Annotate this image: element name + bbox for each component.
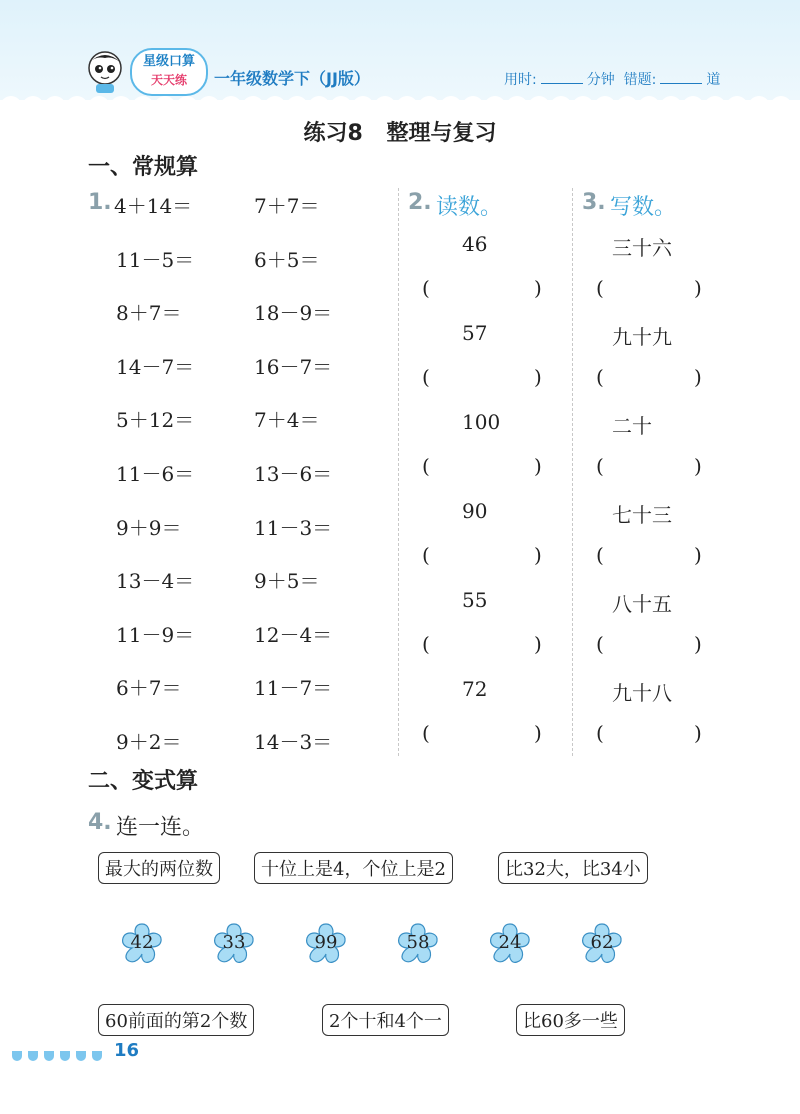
- time-unit: 分钟: [586, 72, 615, 88]
- flower-number[interactable]: [394, 920, 442, 968]
- flower-number[interactable]: [210, 920, 258, 968]
- answer-paren-open: (: [422, 454, 430, 478]
- arithmetic-expression: 7＋7＝: [254, 194, 320, 218]
- answer-paren-close: ): [694, 454, 702, 478]
- column-divider: [572, 188, 573, 756]
- section-heading-variant: 二、变式算: [88, 769, 199, 794]
- question-3-number: 3.: [582, 190, 606, 215]
- answer-paren-open: (: [422, 543, 430, 567]
- answer-paren-open: (: [422, 632, 430, 656]
- time-label: 用时:: [504, 72, 537, 88]
- flower-number-label: 58: [406, 932, 430, 953]
- answer-paren-close: ): [534, 276, 542, 300]
- answer-paren-open: (: [422, 365, 430, 389]
- number-in-words: 九十九: [612, 325, 672, 349]
- arithmetic-expression: 11－9＝: [116, 622, 195, 647]
- flower-number[interactable]: [118, 920, 166, 968]
- number-in-words: 二十: [612, 414, 652, 438]
- flower-number-label: 99: [314, 932, 338, 953]
- answer-paren-close: ): [534, 721, 542, 745]
- flower-number[interactable]: [486, 920, 534, 968]
- flower-number[interactable]: [302, 920, 350, 968]
- arithmetic-expression: 14－7＝: [116, 354, 195, 379]
- page-title: [0, 116, 800, 147]
- mascot-icon: [82, 48, 128, 94]
- badge-subtitle: 天天练: [150, 73, 187, 87]
- question-2-prompt: 读数。: [436, 195, 503, 220]
- footer-decoration: [12, 1046, 108, 1065]
- arithmetic-expression: 11－5＝: [116, 247, 195, 272]
- answer-paren-close: ): [534, 543, 542, 567]
- question-1-number: 1.: [88, 190, 112, 215]
- match-box-description[interactable]: 比32大，比34小: [498, 852, 648, 884]
- match-box-description[interactable]: 最大的两位数: [98, 852, 220, 884]
- arithmetic-expression: 16－7＝: [254, 354, 333, 379]
- error-unit: 道: [706, 72, 721, 88]
- exercise-topic: 整理与复习: [386, 121, 497, 146]
- error-blank[interactable]: [660, 71, 702, 84]
- arithmetic-expression: 13－6＝: [254, 462, 333, 486]
- question-2-number: 2.: [408, 190, 432, 215]
- arithmetic-expression: 11－7＝: [254, 676, 333, 701]
- answer-paren-open: (: [596, 365, 604, 389]
- number-in-words: 三十六: [612, 236, 672, 260]
- arithmetic-expression: 6＋5＝: [254, 247, 320, 272]
- flower-number-label: 33: [222, 932, 246, 953]
- exercise-number: 练习8: [303, 121, 363, 146]
- question-3-prompt: 写数。: [610, 195, 677, 220]
- match-box-description[interactable]: 2个十和4个一: [322, 1004, 449, 1036]
- flower-number-label: 62: [590, 932, 614, 953]
- number-to-read: 100: [462, 410, 501, 434]
- answer-paren-close: ): [534, 454, 542, 478]
- answer-paren-close: ): [694, 721, 702, 745]
- error-label: 错题:: [623, 72, 657, 88]
- arithmetic-expression: 14－3＝: [254, 730, 333, 754]
- column-divider: [398, 188, 399, 756]
- number-to-read: 46: [462, 232, 488, 256]
- answer-paren-open: (: [422, 721, 430, 745]
- arithmetic-expression: 4＋14＝: [114, 194, 193, 218]
- time-blank[interactable]: [541, 71, 583, 84]
- answer-paren-close: ): [694, 365, 702, 389]
- number-in-words: 八十五: [612, 592, 672, 616]
- flower-number-label: 24: [498, 932, 522, 953]
- answer-paren-open: (: [422, 276, 430, 300]
- number-to-read: 90: [462, 499, 488, 523]
- arithmetic-expression: 11－6＝: [116, 462, 195, 486]
- answer-paren-open: (: [596, 632, 604, 656]
- arithmetic-expression: 18－9＝: [254, 301, 333, 326]
- match-box-description[interactable]: 比60多一些: [516, 1004, 625, 1036]
- answer-paren-close: ): [694, 276, 702, 300]
- number-to-read: 57: [462, 321, 488, 345]
- book-label: 一年级数学下（JJ版）: [214, 69, 370, 88]
- time-tracker: [504, 69, 720, 89]
- arithmetic-expression: 6＋7＝: [116, 676, 182, 701]
- arithmetic-expression: 7＋4＝: [254, 408, 320, 433]
- section-heading-routine: 一、常规算: [88, 155, 199, 180]
- arithmetic-expression: 9＋9＝: [116, 515, 182, 540]
- arithmetic-expression: 5＋12＝: [116, 408, 195, 433]
- arithmetic-expression: 8＋7＝: [116, 301, 182, 326]
- arithmetic-expression: 11－3＝: [254, 515, 333, 540]
- arithmetic-expression: 13－4＝: [116, 569, 195, 594]
- answer-paren-close: ): [694, 543, 702, 567]
- arithmetic-expression: 12－4＝: [254, 622, 333, 647]
- number-to-read: 72: [462, 677, 488, 701]
- number-to-read: 55: [462, 588, 488, 612]
- answer-paren-open: (: [596, 721, 604, 745]
- series-badge: [130, 48, 208, 96]
- number-in-words: 九十八: [612, 681, 672, 705]
- flower-number-label: 42: [130, 932, 154, 953]
- header-wave-border: [0, 92, 800, 108]
- page-number: 16: [114, 1040, 140, 1061]
- match-box-description[interactable]: 60前面的第2个数: [98, 1004, 254, 1036]
- question-4-prompt: 连一连。: [116, 815, 205, 840]
- number-in-words: 七十三: [612, 503, 672, 527]
- answer-paren-close: ): [534, 365, 542, 389]
- arithmetic-expression: 9＋5＝: [254, 569, 320, 594]
- answer-paren-close: ): [694, 632, 702, 656]
- answer-paren-close: ): [534, 632, 542, 656]
- answer-paren-open: (: [596, 276, 604, 300]
- match-box-description[interactable]: 十位上是4，个位上是2: [254, 852, 453, 884]
- flower-number[interactable]: [578, 920, 626, 968]
- answer-paren-open: (: [596, 454, 604, 478]
- arithmetic-expression: 9＋2＝: [116, 730, 182, 754]
- badge-title: 星级口算: [142, 54, 195, 69]
- answer-paren-open: (: [596, 543, 604, 567]
- question-4-number: 4.: [88, 810, 112, 835]
